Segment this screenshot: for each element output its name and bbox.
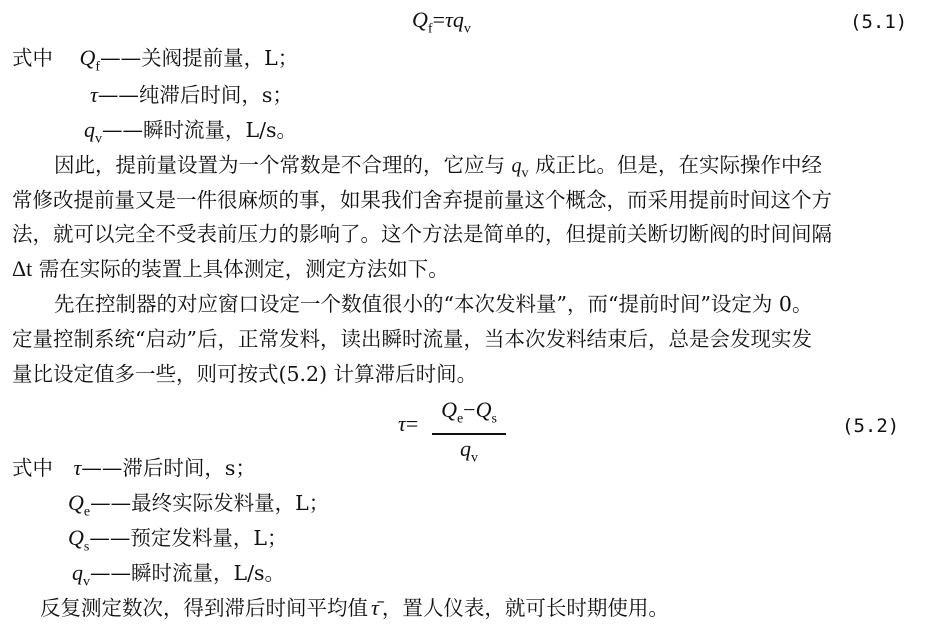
where1-sym-qv: $q_v$ (84, 117, 102, 147)
para2-line-1: 先在控制器的对应窗口设定一个数值很小的“本次发料量”，而“提前时间”设定为 0。 (54, 292, 813, 316)
eq2-denominator: $q_v$ (460, 435, 478, 466)
where2-sym-tau: τ (73, 455, 82, 480)
where2-sym-qv: $q_v$ (72, 560, 90, 590)
para1-line-4: Δt 需在实际的装置上具体测定，测定方法如下。 (12, 256, 449, 281)
para1-line-1: 因此，提前量设置为一个常数是不合理的，它应与 $q_v$ 成正比。但是，在实际操作中经 (54, 153, 823, 181)
where2-line-3 (68, 526, 287, 559)
equation-5-2-fraction (432, 398, 506, 470)
eq1-tau: τ (444, 7, 453, 32)
where1-def-tau: ——纯滞后时间，s； (97, 83, 293, 107)
eq1-equals: = (432, 7, 445, 32)
where2-def-tau: ——滞后时间，s； (81, 456, 256, 480)
para1-sym-qv: $q_v$ (511, 155, 529, 181)
where2-intro: 式中 (12, 456, 53, 480)
where1-sym-tau: τ (90, 82, 98, 107)
eq1-lhs: Q (412, 7, 428, 32)
eq1-q-sub: v (463, 21, 471, 37)
final-sym-tau-bar: τ̄ (371, 595, 379, 620)
where2-sym-Qe: $Q_e$ (68, 490, 91, 520)
equation-5-2-lhs: τ= (398, 411, 419, 436)
where2-def-Qe: ——最终实际发料量，L； (90, 491, 330, 515)
eq2-numerator: $Q_e-Q_s$ (441, 397, 497, 427)
equation-number-5-1: (5.1) (850, 11, 908, 33)
where2-sym-Qs: $Q_s$ (68, 525, 90, 555)
para1-line-3: 法，就可以完全不受表前压力的影响了。这个方法是简单的，但提前关断切断阀的时间间隔 (12, 222, 832, 246)
where2-def-Qs: ——预定发料量，L； (89, 526, 288, 550)
where2-line-1 (12, 456, 256, 480)
where1-sym-Qf: $Q_f$ (79, 45, 101, 75)
where2-def-qv: ——瞬时流量，L/s。 (90, 561, 286, 585)
para2-line-2: 定量控制系统“启动”后，正常发料，读出瞬时流量，当本次发料结束后，总是会发现实发 (12, 327, 812, 351)
where2-line-4 (72, 561, 285, 594)
para1-line-2: 常修改提前量又是一件很麻烦的事，如果我们舍弃提前量这个概念，而采用提前时间这个方 (12, 188, 832, 212)
final-line: 反复测定数次，得到滞后时间平均值 τ̄ ，置人仪表，就可长时期使用。 (40, 595, 669, 620)
where1-def-Qf: ——关阀提前量，L； (100, 46, 299, 70)
para1-sym-delta-t: Δt (12, 256, 33, 281)
where1-line-1 (12, 46, 298, 79)
where1-line-2 (90, 83, 293, 107)
where1-line-3 (84, 118, 297, 151)
where1-intro: 式中 (12, 46, 53, 70)
eq1-q: q (452, 7, 464, 32)
where2-line-2 (68, 491, 329, 524)
equation-number-5-2: (5.2) (842, 415, 900, 437)
para2-line-3: 量比设定值多一些，则可按式(5.2) 计算滞后时间。 (12, 362, 478, 386)
eq2-fraction-bar (432, 433, 506, 434)
eq1-lhs-sub: f (427, 21, 433, 37)
where1-def-qv: ——瞬时流量，L/s。 (102, 118, 298, 142)
equation-5-1 (412, 8, 471, 41)
